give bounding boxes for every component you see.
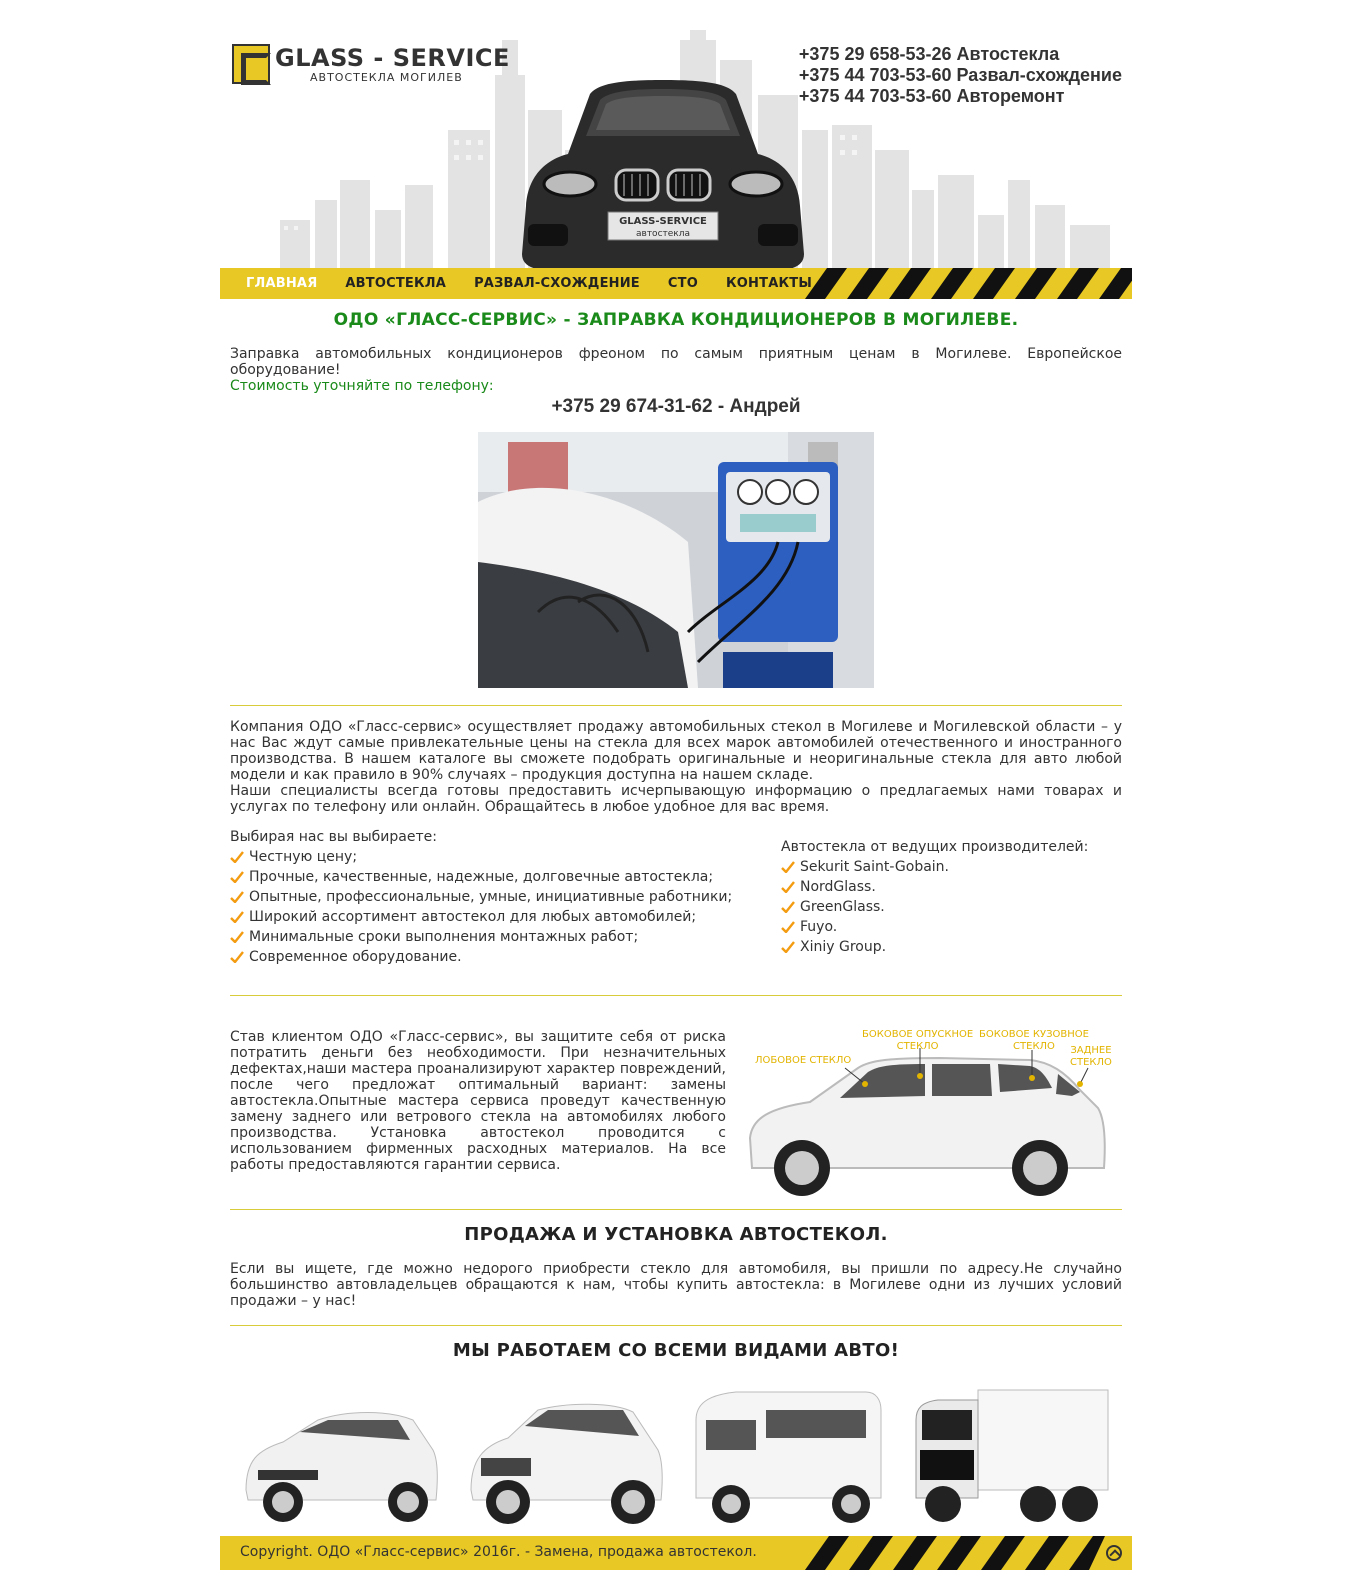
check-icon (230, 911, 244, 923)
page-wrapper (220, 0, 1132, 1582)
vehicle-types-image (238, 1380, 1118, 1530)
divider (230, 995, 1122, 996)
list-item: NordGlass. (781, 877, 1121, 897)
hazard-stripes (805, 1536, 1132, 1570)
check-icon (781, 881, 795, 893)
choose-us-block (230, 829, 770, 967)
check-icon (781, 901, 795, 913)
phone-glass[interactable]: +375 29 658-53-26 Автостекла (798, 44, 1060, 64)
check-icon (781, 941, 795, 953)
choose-us-title: Выбирая нас вы выбираете: (230, 829, 437, 845)
contact-phone[interactable]: +375 29 674-31-62 - Андрей (551, 396, 801, 417)
check-icon (781, 861, 795, 873)
nav-contacts[interactable]: КОНТАКТЫ (725, 276, 813, 291)
manufacturers-title: Автостекла от ведущих производителей: (781, 839, 1089, 855)
header-phones (799, 44, 1122, 107)
site-logo[interactable] (232, 44, 512, 86)
check-icon (230, 891, 244, 903)
about-paragraph-2: Наши специалисты всегда готовы предоставить исчерпывающую информацию о предлагаемых нами товарах и услугах по телефону или онлайн. Обращайтесь в любое удобное для вас время. (230, 783, 1122, 815)
label-rear: ЗАДНЕЕ (1070, 1045, 1112, 1056)
label-side-drop-2: СТЕКЛО (896, 1041, 939, 1052)
divider (230, 705, 1122, 706)
main-navigation (220, 268, 1132, 299)
glass-diagram (740, 1028, 1118, 1200)
divider (230, 1325, 1122, 1326)
sales-heading: ПРОДАЖА И УСТАНОВКА АВТОСТЕКОЛ. (464, 1224, 888, 1245)
site-footer (220, 1536, 1132, 1570)
footer-copyright: Copyright. ОДО «Гласс-сервис» 2016г. - Замена, продажа автостекол. (240, 1544, 757, 1560)
check-icon (230, 931, 244, 943)
label-windshield: ЛОБОВОЕ СТЕКЛО (755, 1055, 852, 1066)
label-side-body-2: СТЕКЛО (1013, 1041, 1055, 1052)
intro-text: Заправка автомобильных кондиционеров фреоном по самым приятным ценам в Могилеве. Европейское оборудование! (230, 346, 1122, 378)
price-note: Стоимость уточняйте по телефону: (230, 378, 494, 394)
phone-repair[interactable]: +375 44 703-53-60 Авторемонт (798, 86, 1065, 106)
logo-icon (232, 44, 270, 84)
hero-plate-line1: GLASS-SERVICE (619, 216, 707, 227)
nav-home[interactable]: ГЛАВНАЯ (246, 276, 318, 291)
page-title: ОДО «ГЛАСС-СЕРВИС» - ЗАПРАВКА КОНДИЦИОНЕРОВ В МОГИЛЕВЕ. (333, 310, 1019, 330)
check-icon (230, 951, 244, 963)
client-benefits-text: Став клиентом ОДО «Гласс-сервис», вы защитите себя от риска потратить деньги без необходимости. При незначительных дефектах,наши мастера проанализируют характер повреждений, после чего предложат оптимальный вариант: замены автостекла.Опытные мастера сервиса проведут качественную замену заднего или ветрового стекла на автомобилях любого производства. Установка автостекол проводится с использованием фирменных расходных материалов. На все работы предоставляются гарантии сервиса. (230, 1029, 726, 1173)
list-item: GreenGlass. (781, 897, 1121, 917)
hero-plate-line2: автостекла (636, 229, 690, 239)
list-item: Опытные, профессиональные, умные, инициативные работники; (230, 887, 770, 907)
phone-alignment[interactable]: +375 44 703-53-60 Развал-схождение (798, 65, 1122, 85)
check-icon (781, 921, 795, 933)
list-item: Минимальные сроки выполнения монтажных работ; (230, 927, 770, 947)
hero-car-image (508, 74, 818, 268)
label-rear-2: СТЕКЛО (1070, 1057, 1112, 1068)
suv-diagram-image (740, 1028, 1118, 1200)
check-icon (230, 851, 244, 863)
label-side-body: БОКОВОЕ КУЗОВНОЕ (979, 1029, 1089, 1040)
nav-alignment[interactable]: РАЗВАЛ-СХОЖДЕНИЕ (474, 276, 640, 291)
manufacturers-block (781, 839, 1121, 957)
logo-title: GLASS - SERVICE (275, 44, 510, 72)
sales-text: Если вы ищете, где можно недорого приобрести стекло для автомобиля, вы пришли по адресу.Не случайно большинство автовладельцев обращаются к нам, чтобы купить автостекла: в Могилеве одни из лучших условий продажи – у нас! (230, 1261, 1122, 1309)
list-item: Честную цену; (230, 847, 770, 867)
nav-autoglass[interactable]: АВТОСТЕКЛА (345, 276, 447, 291)
scroll-to-top-icon[interactable] (1106, 1545, 1122, 1561)
list-item: Sekurit Saint-Gobain. (781, 857, 1121, 877)
check-icon (230, 871, 244, 883)
list-item: Xiniy Group. (781, 937, 1121, 957)
divider (230, 1209, 1122, 1210)
hazard-stripes (805, 268, 1132, 299)
list-item: Современное оборудование. (230, 947, 770, 967)
nav-sto[interactable]: СТО (667, 276, 698, 291)
site-header (220, 0, 1132, 268)
about-paragraph-1: Компания ОДО «Гласс-сервис» осуществляет продажу автомобильных стекол в Могилеве и Могилевской области – у нас Вас ждут самые привлекательные цены на стекла для всех марок автомобилей отечественного и иностранного производства. В нашем каталоге вы сможете подобрать оригинальные и неоригинальные стекла для авто любой модели и как правило в 90% случаях – продукция доступна на нашем складе. (230, 719, 1122, 783)
label-side-drop: БОКОВОЕ ОПУСКНОЕ (862, 1029, 974, 1040)
vehicles-heading: МЫ РАБОТАЕМ СО ВСЕМИ ВИДАМИ АВТО! (452, 1340, 900, 1361)
logo-subtitle: АВТОСТЕКЛА МОГИЛЕВ (310, 71, 463, 84)
list-item: Прочные, качественные, надежные, долговечные автостекла; (230, 867, 770, 887)
ac-service-photo (478, 432, 874, 688)
list-item: Fuyo. (781, 917, 1121, 937)
list-item: Широкий ассортимент автостекол для любых автомобилей; (230, 907, 770, 927)
